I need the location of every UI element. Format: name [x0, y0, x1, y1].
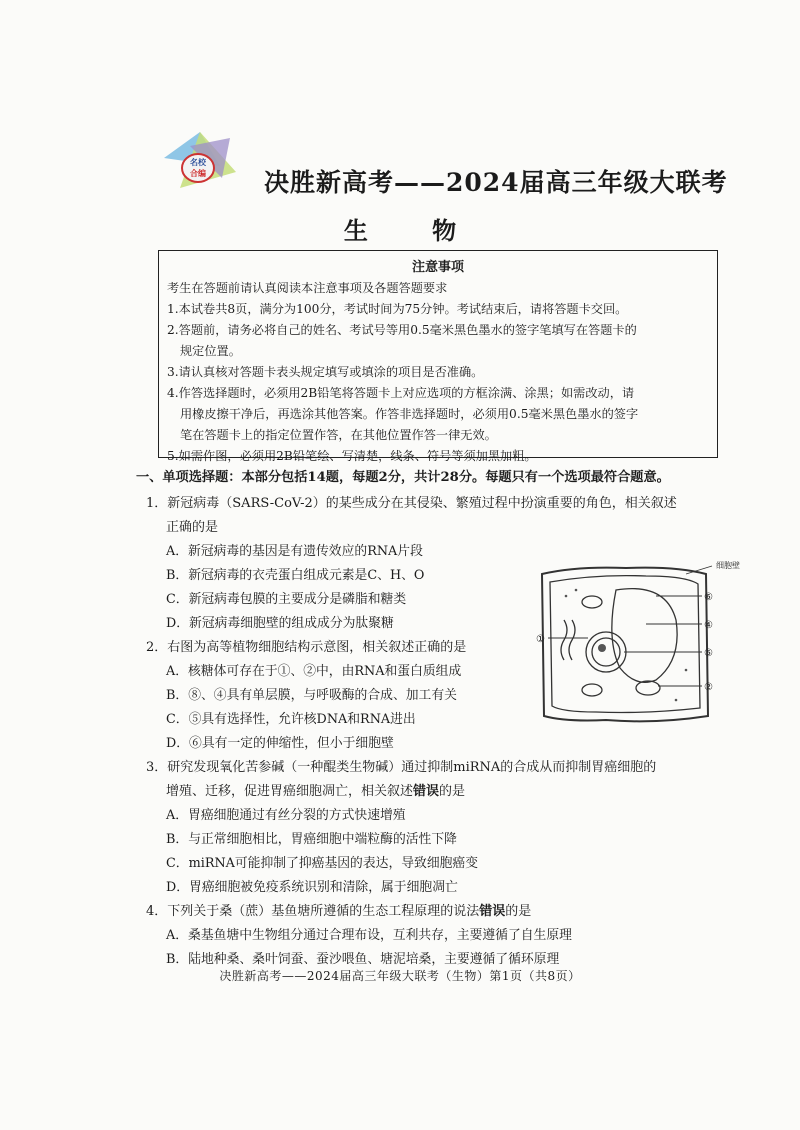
logo: [160, 128, 242, 200]
question-2-stem: 2．右图为高等植物细胞结构示意图，相关叙述正确的是: [146, 640, 467, 655]
marker-1: ①: [536, 634, 545, 645]
notice-item: 1.本试卷共8页，满分为100分，考试时间为75分钟。考试结束后，请将答题卡交回。: [167, 302, 628, 316]
question-1-option-d: D．新冠病毒细胞壁的组成成分为肽聚糖: [166, 616, 394, 631]
question-3-option-b: B．与正常细胞相比，胃癌细胞中端粒酶的活性下降: [166, 832, 457, 847]
question-4-option-a: A．桑基鱼塘中生物组分通过合理布设，互利共存，主要遵循了自生原理: [166, 928, 572, 943]
question-2-option-d: D．⑥具有一定的伸缩性，但小于细胞壁: [166, 736, 394, 751]
section-heading: 一、单项选择题：本部分包括14题，每题2分，共计28分。每题只有一个选项最符合题意。: [136, 470, 670, 485]
plant-cell-diagram: [536, 560, 740, 732]
question-3-option-c: C．miRNA可能抑制了抑癌基因的表达，导致细胞癌变: [166, 856, 479, 871]
logo-graphic: [160, 128, 242, 200]
question-2-option-c: C．⑤具有选择性，允许核DNA和RNA进出: [166, 712, 416, 727]
marker-5: ⑤: [704, 648, 713, 659]
question-1-stem-cont: 正确的是: [166, 520, 219, 535]
notice-title: 注意事项: [411, 260, 464, 275]
notice-item-continued: 用橡皮擦干净后，再选涂其他答案。作答非选择题时，必须用0.5毫米黑色墨水的签字: [180, 407, 639, 421]
notice-item-continued: 规定位置。: [180, 344, 241, 358]
page-footer: 决胜新高考——2024届高三年级大联考（生物）第1页（共8页）: [219, 969, 581, 983]
question-4-stem-text: 4．下列关于桑（蔗）基鱼塘所遵循的生态工程原理的说法: [146, 904, 480, 919]
question-3-stem: 3．研究发现氧化苦参碱（一种醌类生物碱）通过抑制miRNA的合成从而抑制胃癌细胞的: [146, 760, 657, 775]
marker-4: ④: [704, 620, 713, 631]
notice-item: 4.作答选择题时，必须用2B铅笔将答题卡上对应选项的方框涂满、涂黑；如需改动，请: [167, 386, 635, 400]
question-4-option-b: B．陆地种桑、桑叶饲蚕、蚕沙喂鱼、塘泥培桑，主要遵循了循环原理: [166, 952, 560, 967]
question-1-option-c: C．新冠病毒包膜的主要成分是磷脂和糖类: [166, 592, 407, 607]
notice-item-continued: 笔在答题卡上的指定位置作答，在其他位置作答一律无效。: [180, 428, 497, 442]
question-1-option-b: B．新冠病毒的衣壳蛋白组成元素是C、H、O: [166, 568, 425, 583]
page-title: 决胜新高考——2024届高三年级大联考: [264, 168, 728, 197]
question-4-keyword: 错误: [479, 904, 506, 919]
notice-item: 3.请认真核对答题卡表头规定填写或填涂的项目是否准确。: [167, 365, 484, 379]
question-1-option-a: A．新冠病毒的基因是有遗传效应的RNA片段: [166, 544, 423, 559]
notice-item: 5.如需作图，必须用2B铅笔绘、写清楚，线条、符号等须加黑加粗。: [167, 449, 537, 463]
question-1-stem: 1．新冠病毒（SARS-CoV-2）的某些成分在其侵染、繁殖过程中扮演重要的角色，相关叙述: [146, 496, 677, 511]
question-4-stem-end: 的是: [505, 904, 532, 919]
question-2-option-a: A．核糖体可存在于①、②中，由RNA和蛋白质组成: [166, 664, 462, 679]
logo-line-2: 合编: [190, 169, 206, 178]
notice-item: 2.答题前，请务必将自己的姓名、考试号等用0.5毫米黑色墨水的签字笔填写在答题卡的: [167, 323, 637, 337]
question-3-keyword: 错误: [413, 784, 440, 799]
question-3-stem-cont: [166, 780, 465, 799]
question-3-stem-end: 的是: [439, 784, 466, 799]
notice-box: [158, 250, 718, 463]
logo-line-1: 名校: [190, 158, 206, 167]
plant-cell-figure: [536, 560, 740, 732]
subject-title: 生 物: [343, 216, 485, 245]
marker-6: ⑥: [704, 592, 713, 603]
question-3-option-d: D．胃癌细胞被免疫系统识别和清除，属于细胞凋亡: [166, 880, 458, 895]
question-4-stem: [146, 900, 531, 919]
question-3-option-a: A．胃癌细胞通过有丝分裂的方式快速增殖: [166, 808, 406, 823]
cell-wall-label: 细胞壁: [716, 561, 740, 570]
question-3-stem-text: 增殖、迁移，促进胃癌细胞凋亡，相关叙述: [166, 784, 414, 799]
question-2-option-b: B．⑧、④具有单层膜，与呼吸酶的合成、加工有关: [166, 688, 457, 703]
marker-2: ②: [704, 682, 713, 693]
notice-intro: 考生在答题前请认真阅读本注意事项及各题答题要求: [167, 281, 448, 295]
